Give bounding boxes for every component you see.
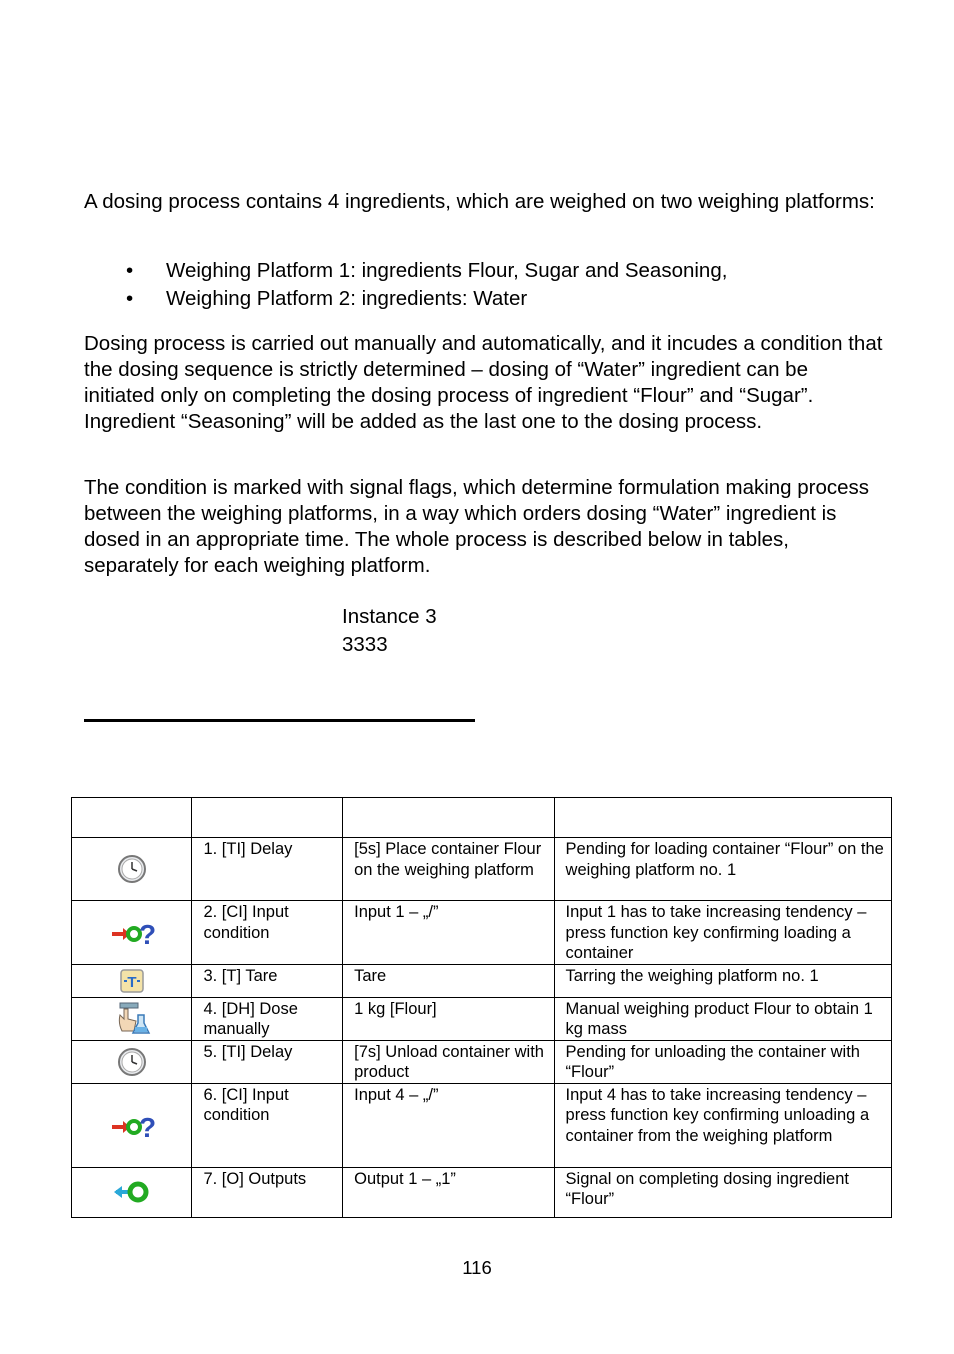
outputs-icon: [110, 1182, 154, 1200]
header-cell: [554, 798, 891, 838]
icon-cell: [72, 1040, 192, 1083]
step-cell: 6. [CI] Input condition: [192, 1083, 343, 1167]
table-row: [72, 997, 892, 1040]
dosing-steps-table: [71, 797, 892, 1218]
desc-cell: Tarring the weighing platform no. 1: [554, 964, 891, 997]
bullet-icon: •: [126, 287, 134, 310]
flags-paragraph: The condition is marked with signal flags, which determine formulation making process between the weighing platforms, in a way which orders dosing “Water” ingredient is dosed in an appropriate time. The whole process is described below in tables, separately for each weighing platform.: [84, 476, 870, 577]
section-divider: [84, 719, 475, 722]
table-row: [72, 1167, 892, 1217]
svg-text:?: ?: [138, 919, 156, 951]
desc-cell: Pending for unloading the container with “Flour”: [554, 1040, 891, 1083]
param-cell: Output 1 – „1”: [343, 1167, 554, 1217]
tare-icon: [118, 971, 146, 989]
table-row: [72, 1083, 892, 1167]
desc-cell: Pending for loading container “Flour” on the weighing platform no. 1: [554, 838, 891, 901]
step-cell: 4. [DH] Dose manually: [192, 997, 343, 1040]
desc-cell: Manual weighing product Flour to obtain 1 kg mass: [554, 997, 891, 1040]
instance-number: 3333: [342, 633, 388, 656]
list-item: [84, 285, 727, 313]
platform-list: [84, 257, 727, 313]
step-cell: 7. [O] Outputs: [192, 1167, 343, 1217]
step-cell: 1. [TI] Delay: [192, 838, 343, 901]
svg-text:T: T: [127, 973, 137, 991]
param-cell: [7s] Unload container with product: [343, 1040, 554, 1083]
instance-title: Instance 3: [342, 605, 437, 628]
icon-cell: [72, 997, 192, 1040]
header-cell: [343, 798, 554, 838]
list-item-text: Weighing Platform 1: ingredients Flour, Sugar and Seasoning,: [166, 259, 728, 282]
list-item: [84, 257, 727, 285]
icon-cell: [72, 1083, 192, 1167]
param-cell: Input 4 – „/”: [343, 1083, 554, 1167]
desc-cell: Signal on completing dosing ingredient “Flour”: [554, 1167, 891, 1217]
table-row: [72, 964, 892, 997]
icon-cell: [72, 964, 192, 997]
icon-cell: [72, 1167, 192, 1217]
clock-icon: [116, 1052, 148, 1070]
param-cell: Input 1 – „/”: [343, 901, 554, 965]
input-condition-icon: [110, 1112, 156, 1143]
desc-cell: Input 4 has to take increasing tendency – press function key confirming unloading a container from the weighing platform: [554, 1083, 891, 1167]
header-cell: [72, 798, 192, 838]
step-cell: 2. [CI] Input condition: [192, 901, 343, 965]
table-row: [72, 838, 892, 901]
step-cell: 3. [T] Tare: [192, 964, 343, 997]
dose-manually-icon: [112, 1009, 152, 1027]
bullet-icon: •: [126, 259, 134, 282]
param-cell: 1 kg [Flour]: [343, 997, 554, 1040]
step-cell: 5. [TI] Delay: [192, 1040, 343, 1083]
svg-text:?: ?: [138, 1112, 156, 1143]
condition-paragraph: Dosing process is carried out manually and automatically, and it incudes a condition that the dosing sequence is strictly determined – dosing of “Water” ingredient can be initiated only on completing the dosing process of ingredient “Flour” and “Sugar”. Ingredient “Seasoning” will be added as the last one to the dosing process.: [84, 332, 883, 433]
list-item-text: Weighing Platform 2: ingredients: Water: [166, 287, 528, 310]
param-cell: [5s] Place container Flour on the weighing platform: [343, 838, 554, 901]
table-row: [72, 901, 892, 965]
intro-paragraph: A dosing process contains 4 ingredients, which are weighed on two weighing platforms:: [84, 190, 875, 213]
input-condition-icon: [110, 919, 156, 951]
icon-cell: [72, 838, 192, 901]
page-number: 116: [462, 1257, 492, 1278]
param-cell: Tare: [343, 964, 554, 997]
table-row: [72, 1040, 892, 1083]
clock-icon: [116, 859, 148, 877]
desc-cell: Input 1 has to take increasing tendency – press function key confirming loading a container: [554, 901, 891, 965]
icon-cell: [72, 901, 192, 965]
header-cell: [192, 798, 343, 838]
instance-label: [342, 603, 437, 659]
table-header-row: [72, 798, 892, 838]
